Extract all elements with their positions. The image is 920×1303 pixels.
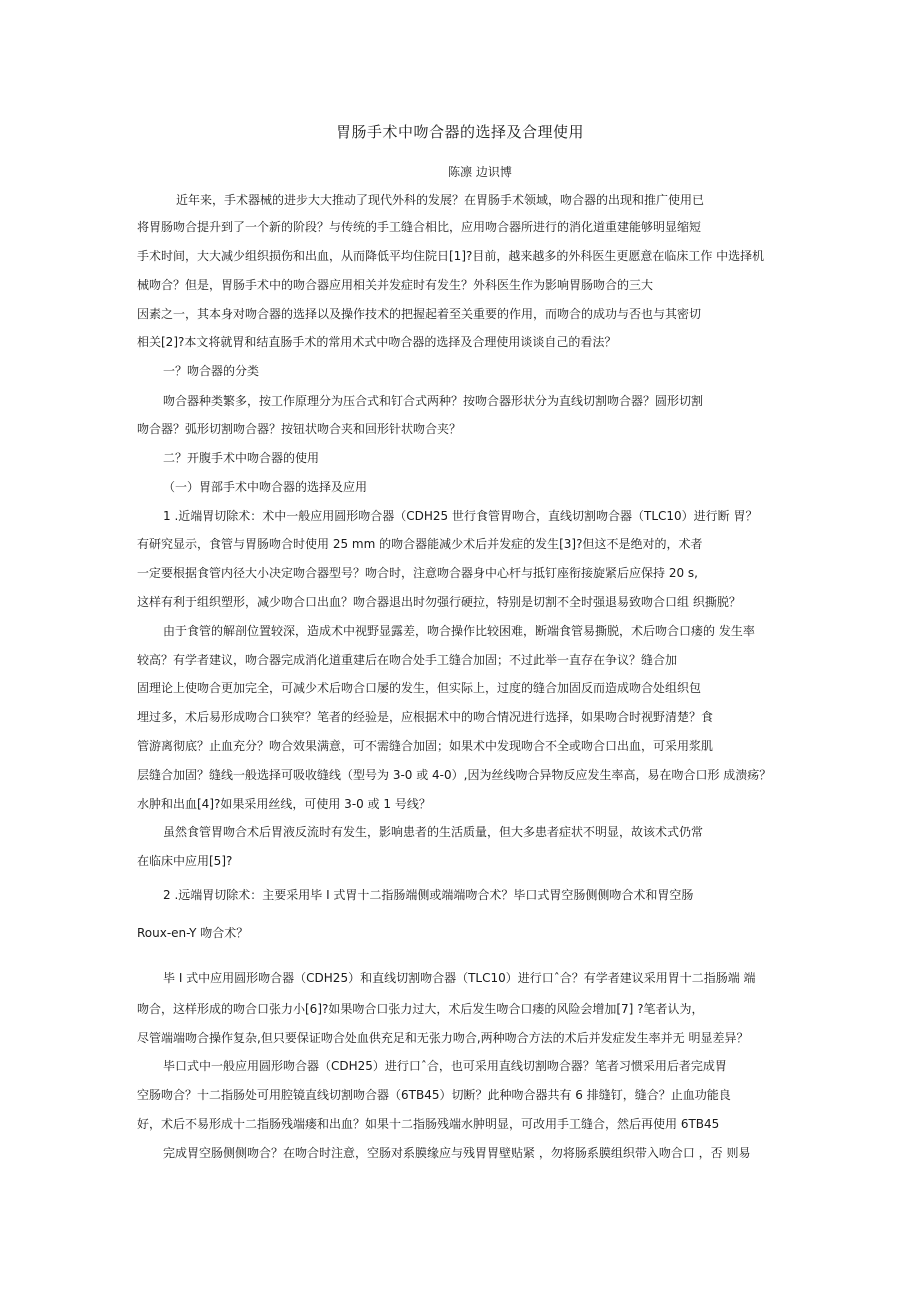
paragraph-line: 吻合，这样形成的吻合口张力小[6]?如果吻合口张力过大，术后发生吻合口瘘的风险会增加[7] ?笔者认为， <box>137 1002 704 1016</box>
paragraph-line: 虽然食管胃吻合术后胃液反流时有发生，影响患者的生活质量，但大多患者症状不明显，故该术式仍常 <box>163 825 704 839</box>
paragraph-line: 好，术后不易形成十二指肠残端瘘和出血？如果十二指肠残端水肿明显，可改用手工缝合，然后再使用 6TB45 <box>137 1117 720 1131</box>
paragraph-line: 吻合器种类繁多，按工作原理分为压合式和钉合式两种？按吻合器形状分为直线切割吻合器？圆形切割 <box>163 394 704 408</box>
paragraph-line: 固理论上使吻合更加完全，可减少术后吻合口屡的发生，但实际上，过度的缝合加固反而造成吻合处组织包 <box>137 681 702 695</box>
section-heading: 二？开腹手术中吻合器的使用 <box>163 451 320 465</box>
paragraph-line: 管游离彻底？止血充分？吻合效果满意，可不需缝合加固；如果术中发现吻合不全或吻合口出血，可采用浆肌 <box>137 739 714 753</box>
paragraph-line: 毕 I 式中应用圆形吻合器（CDH25）和直线切割吻合器（TLC10）进行口ˆ合？有学者建议采用胃十二指肠端 端 <box>163 971 756 985</box>
paragraph-line: 手术时间，大大减少组织损伤和出血，从而降低平均住院日[1]?目前，越来越多的外科医生更愿意在临床工作 中选择机 <box>137 249 765 263</box>
paragraph-line: 1 .近端胃切除术：术中一般应用圆形吻合器（CDH25 世行食管胃吻合，直线切割吻合器（TLC10）进行断 胃？ <box>163 509 758 523</box>
paragraph-line: 层缝合加固？缝线一般选择可吸收缝线（型号为 3-0 或 4-0）,因为丝线吻合异物反应发生率高，易在吻合口形 成溃疡？ <box>137 768 772 782</box>
section-heading: 一？吻合器的分类 <box>163 364 260 378</box>
paragraph-line: 吻合器？弧形切割吻合器？按钮状吻合夹和回形针状吻合夹？ <box>137 422 462 436</box>
paragraph-line: 械吻合？但是，胃肠手术中的吻合器应用相关并发症时有发生？外科医生作为影响胃肠吻合的三大 <box>137 278 654 292</box>
paragraph-line: 2 .远端胃切除术：主要采用毕 I 式胃十二指肠端侧或端端吻合术？毕口式胃空肠侧侧吻合术和胃空肠 <box>163 888 694 902</box>
paragraph-line: Roux-en-Y 吻合术？ <box>137 926 249 940</box>
paragraph-line: 近年来，手术器械的进步大大推动了现代外科的发展？在胃肠手术领域，吻合器的出现和推广使用已 <box>176 193 705 207</box>
paragraph-line: 完成胃空肠侧侧吻合？在吻合时注意，空肠对系膜缘应与残胃胃壁贴紧 ，勿将肠系膜组织带入吻合口 ，否 则易 <box>163 1146 751 1160</box>
paragraph-line: 空肠吻合？十二指肠处可用腔镜直线切割吻合器（6TB45）切断？此种吻合器共有 6 排缝钉，缝合？止血功能良 <box>137 1088 731 1102</box>
paragraph-line: 因素之一，其本身对吻合器的选择以及操作技术的把握起着至关重要的作用，而吻合的成功与否也与其密切 <box>137 307 702 321</box>
paragraph-line: 尽管端端吻合操作复杂,但只要保证吻合处血供充足和无张力吻合,两种吻合方法的术后并发症发生率并无 明显差异？ <box>137 1031 749 1045</box>
paragraph-line: 水肿和出血[4]?如果采用丝线，可使用 3-0 或 1 号线？ <box>137 797 431 811</box>
paragraph-line: 相关[2]?本文将就胃和结直肠手术的常用术式中吻合器的选择及合理使用谈谈自己的看法？ <box>137 335 617 349</box>
paragraph-line: 一定要根据食管内径大小决定吻合器型号？吻合时，注意吻合器身中心杆与抵钉座衔接旋紧后应保持 20 s, <box>137 566 698 580</box>
paragraph-line: 在临床中应用[5]? <box>137 854 233 868</box>
paragraph-line: 较高？有学者建议，吻合器完成消化道重建后在吻合处手工缝合加固；不过此举一直存在争议？缝合加 <box>137 653 678 667</box>
paragraph-line: 将胃肠吻合提升到了一个新的阶段？与传统的手工缝合相比，应用吻合器所进行的消化道重建能够明显缩短 <box>137 220 702 234</box>
paragraph-line: 由于食管的解剖位置较深，造成术中视野显露差，吻合操作比较困难，断端食管易撕脱，术后吻合口瘘的 发生率 <box>163 624 755 638</box>
paragraph-line: 这样有利于组织塑形，减少吻合口出血？吻合器退出时勿强行硬拉，特别是切割不全时强退易致吻合口组 织撕脱？ <box>137 595 741 609</box>
paragraph-line: 毕口式中一般应用圆形吻合器（CDH25）进行口ˆ合，也可采用直线切割吻合器？笔者习惯采用后者完成胃 <box>163 1059 727 1073</box>
paragraph-line: 有研究显示，食管与胃肠吻合时使用 25 mm 的吻合器能减少术后并发症的发生[3]?但这不是绝对的，术者 <box>137 537 703 551</box>
document-authors: 陈凛 边识博 <box>448 165 512 179</box>
subsection-heading: （一）胃部手术中吻合器的选择及应用 <box>163 480 368 494</box>
paragraph-line: 埋过多，术后易形成吻合口狭窄？笔者的经验是，应根据术中的吻合情况进行选择，如果吻合时视野清楚？食 <box>137 710 714 724</box>
document-title: 胃肠手术中吻合器的选择及合理使用 <box>335 123 584 141</box>
